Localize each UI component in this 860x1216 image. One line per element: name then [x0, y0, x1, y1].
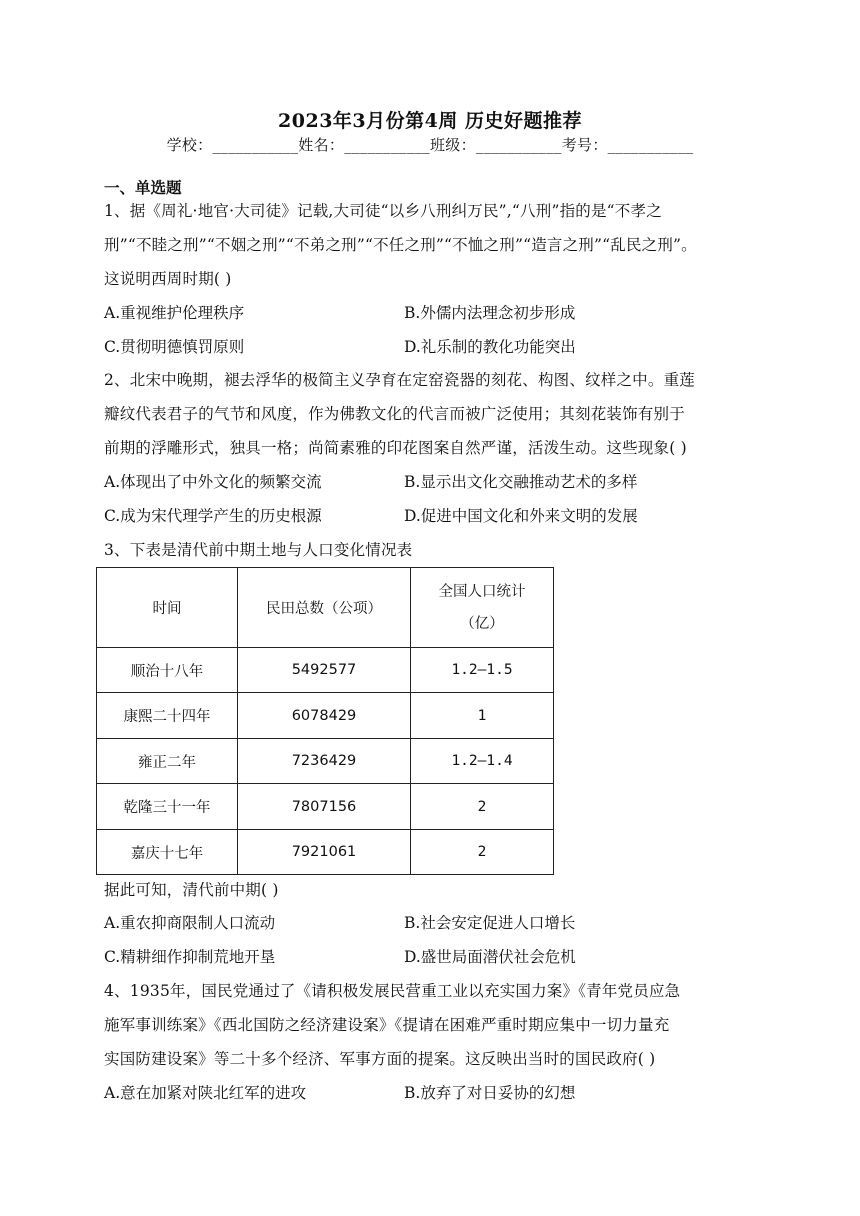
table-cell-population: 2: [411, 830, 554, 875]
q2-option-d: D.促进中国文化和外来文明的发展: [404, 507, 638, 525]
table-cell-land: 7807156: [238, 784, 411, 830]
class-label: 班级：: [430, 136, 476, 154]
table-row: [97, 830, 554, 875]
q2-stem-line-1: 2、北宋中晚期，褪去浮华的极简主义孕育在定窑瓷器的刻花、构图、纹样之中。重莲: [104, 371, 695, 389]
q4-stem-line-1: 4、1935年，国民党通过了《请积极发展民营重工业以充实国力案》《青年党员应急: [104, 982, 681, 1000]
student-info-line: [0, 134, 860, 155]
table-row: [97, 648, 554, 693]
q3-option-d: D.盛世局面潜伏社会危机: [404, 948, 576, 966]
table-cell-population: 1.2—1.4: [411, 739, 554, 784]
q4-option-a: A.意在加紧对陕北红军的进攻: [104, 1084, 307, 1102]
table-cell-population: 1.2—1.5: [411, 648, 554, 693]
table-header-line: 全国人口统计: [438, 583, 526, 600]
name-label: 姓名：: [298, 136, 345, 154]
class-blank: ___________: [475, 136, 562, 154]
table-cell-land: 7921061: [238, 830, 411, 875]
table-cell-land: 7236429: [238, 739, 411, 784]
table-row: [97, 739, 554, 784]
q3-stem-after-table: 据此可知，清代前中期( ): [104, 881, 279, 899]
q2-option-a: A.体现出了中外文化的频繁交流: [104, 473, 322, 491]
q1-option-b: B.外儒内法理念初步形成: [404, 304, 576, 322]
table-header-cell: 民田总数（公项）: [238, 568, 411, 648]
school-blank: ___________: [212, 136, 299, 154]
table-header-cell: 时间: [97, 568, 238, 648]
q1-stem-line-1: 1、据《周礼·地官·大司徒》记载,大司徒“以乡八刑纠万民”,“八刑”指的是“不孝之: [104, 202, 662, 220]
table-row: [97, 784, 554, 830]
table-header-line: （亿）: [460, 615, 504, 632]
q1-option-a: A.重视维护伦理秩序: [104, 304, 245, 322]
land-population-table: [96, 567, 554, 875]
table-cell-population: 2: [411, 784, 554, 830]
q4-stem-line-2: 施军事训练案》《西北国防之经济建设案》《提请在困难严重时期应集中一切力量充: [104, 1016, 670, 1034]
name-blank: ___________: [344, 136, 430, 154]
q3-stem-line-1: 3、下表是清代前中期土地与人口变化情况表: [104, 541, 413, 559]
q3-option-a: A.重农抑商限制人口流动: [104, 914, 276, 932]
id-blank: ___________: [607, 136, 694, 154]
q1-option-d: D.礼乐制的教化功能突出: [404, 338, 576, 356]
q2-option-b: B.显示出文化交融推动艺术的多样: [404, 473, 638, 491]
q2-option-c: C.成为宋代理学产生的历史根源: [104, 507, 322, 525]
table-header-row: [97, 568, 554, 648]
table-cell-land: 5492577: [238, 648, 411, 693]
id-label: 考号：: [561, 136, 608, 154]
table-cell-period: 乾隆三十一年: [97, 784, 238, 830]
table-header-cell: [411, 568, 554, 648]
section-title: 一、单选题: [104, 178, 182, 197]
q2-stem-line-3: 前期的浮雕形式，独具一格；尚简素雅的印花图案自然严谨，活泼生动。这些现象( ): [104, 439, 687, 457]
table-cell-period: 康熙二十四年: [97, 693, 238, 739]
table-cell-period: 嘉庆十七年: [97, 830, 238, 875]
q1-stem-line-3: 这说明西周时期( ): [104, 270, 232, 288]
table-cell-period: 雍正二年: [97, 739, 238, 784]
q1-stem-line-2: 刑”“不睦之刑”“不姻之刑”“不弟之刑”“不任之刑”“不恤之刑”“造言之刑”“乱民之刑”。: [104, 236, 697, 254]
table-row: [97, 693, 554, 739]
q1-option-c: C.贯彻明德慎罚原则: [104, 338, 245, 356]
table-cell-period: 顺治十八年: [97, 648, 238, 693]
q3-option-c: C.精耕细作抑制荒地开垦: [104, 948, 276, 966]
q4-stem-line-3: 实国防建设案》等二十多个经济、军事方面的提案。这反映出当时的国民政府( ): [104, 1050, 656, 1068]
school-label: 学校：: [166, 136, 213, 154]
q4-option-b: B.放弃了对日妥协的幻想: [404, 1084, 576, 1102]
document-title: 2023年3月份第4周 历史好题推荐: [278, 110, 582, 132]
table-cell-population: 1: [411, 693, 554, 739]
table-cell-land: 6078429: [238, 693, 411, 739]
q3-option-b: B.社会安定促进人口增长: [404, 914, 576, 932]
q2-stem-line-2: 瓣纹代表君子的气节和风度，作为佛教文化的代言而被广泛使用；其刻花装饰有别于: [104, 405, 685, 423]
